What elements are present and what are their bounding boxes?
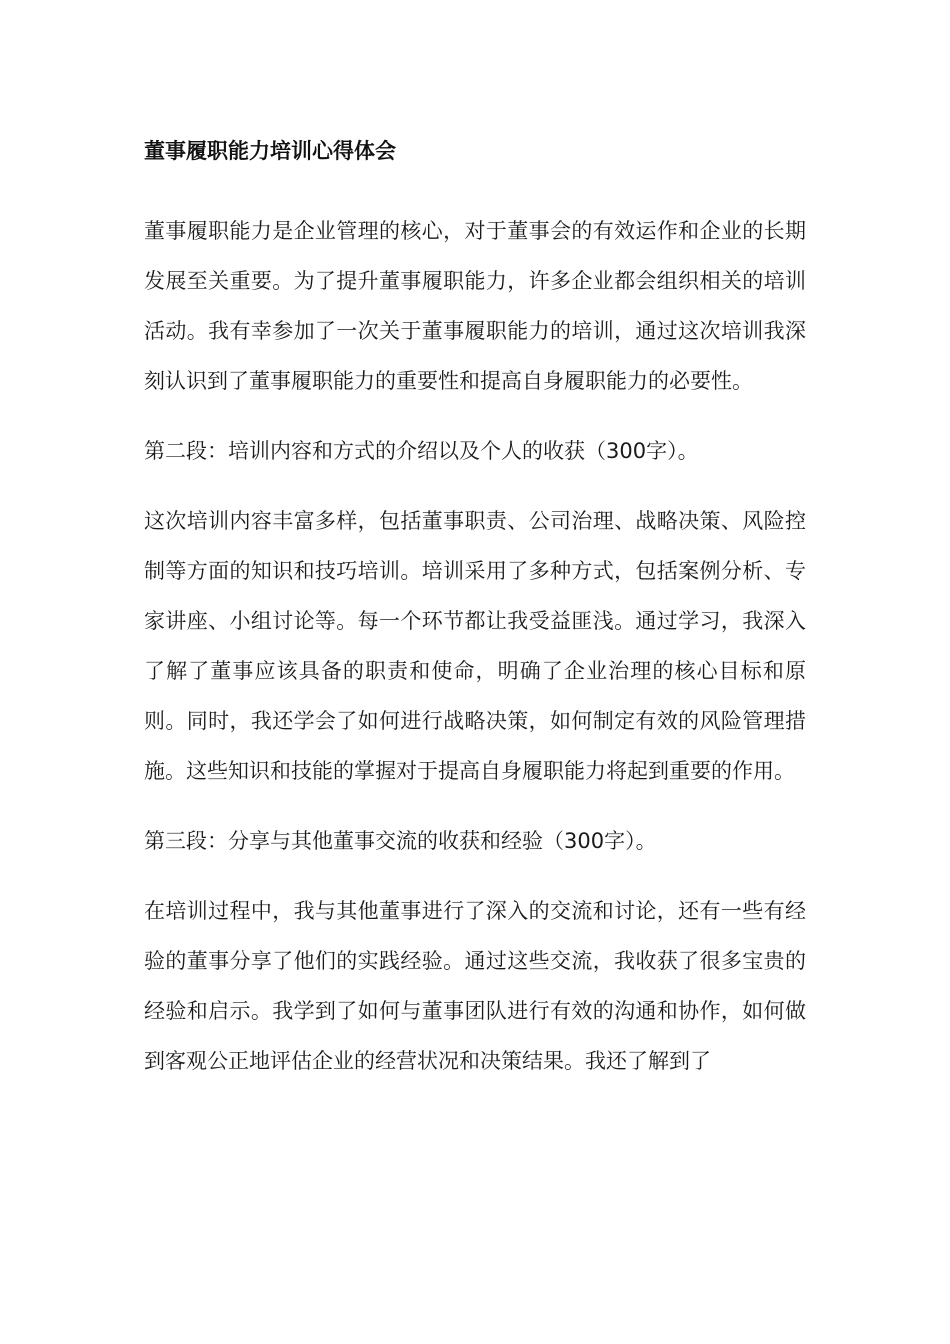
section-heading-3: 第三段：分享与其他董事交流的收获和经验（300字）。 (144, 829, 657, 853)
document-body (144, 136, 806, 1086)
paragraph-training-content: 这次培训内容丰富多样，包括董事职责、公司治理、战略决策、风险控制等方面的知识和技巧培训。培训采用了多种方式，包括案例分析、专家讲座、小组讨论等。每一个环节都让我受益匪浅。通过学习，我深入了解了董事应该具备的职责和使命，明确了企业治理的核心目标和原则。同时，我还学会了如何进行战略决策，如何制定有效的风险管理措施。这些知识和技能的掌握对于提高自身履职能力将起到重要的作用。 (144, 509, 806, 783)
paragraph-intro: 董事履职能力是企业管理的核心，对于董事会的有效运作和企业的长期发展至关重要。为了提升董事履职能力，许多企业都会组织相关的培训活动。我有幸参加了一次关于董事履职能力的培训，通过这次培训我深刻认识到了董事履职能力的重要性和提高自身履职能力的必要性。 (144, 219, 806, 393)
paragraph-exchange: 在培训过程中，我与其他董事进行了深入的交流和讨论，还有一些有经验的董事分享了他们的实践经验。通过这些交流，我收获了很多宝贵的经验和启示。我学到了如何与董事团队进行有效的沟通和协作，如何做到客观公正地评估企业的经营状况和决策结果。我还了解到了 (144, 899, 806, 1073)
section-heading-2: 第二段：培训内容和方式的介绍以及个人的收获（300字）。 (144, 439, 699, 463)
document-title: 董事履职能力培训心得体会 (144, 139, 396, 163)
